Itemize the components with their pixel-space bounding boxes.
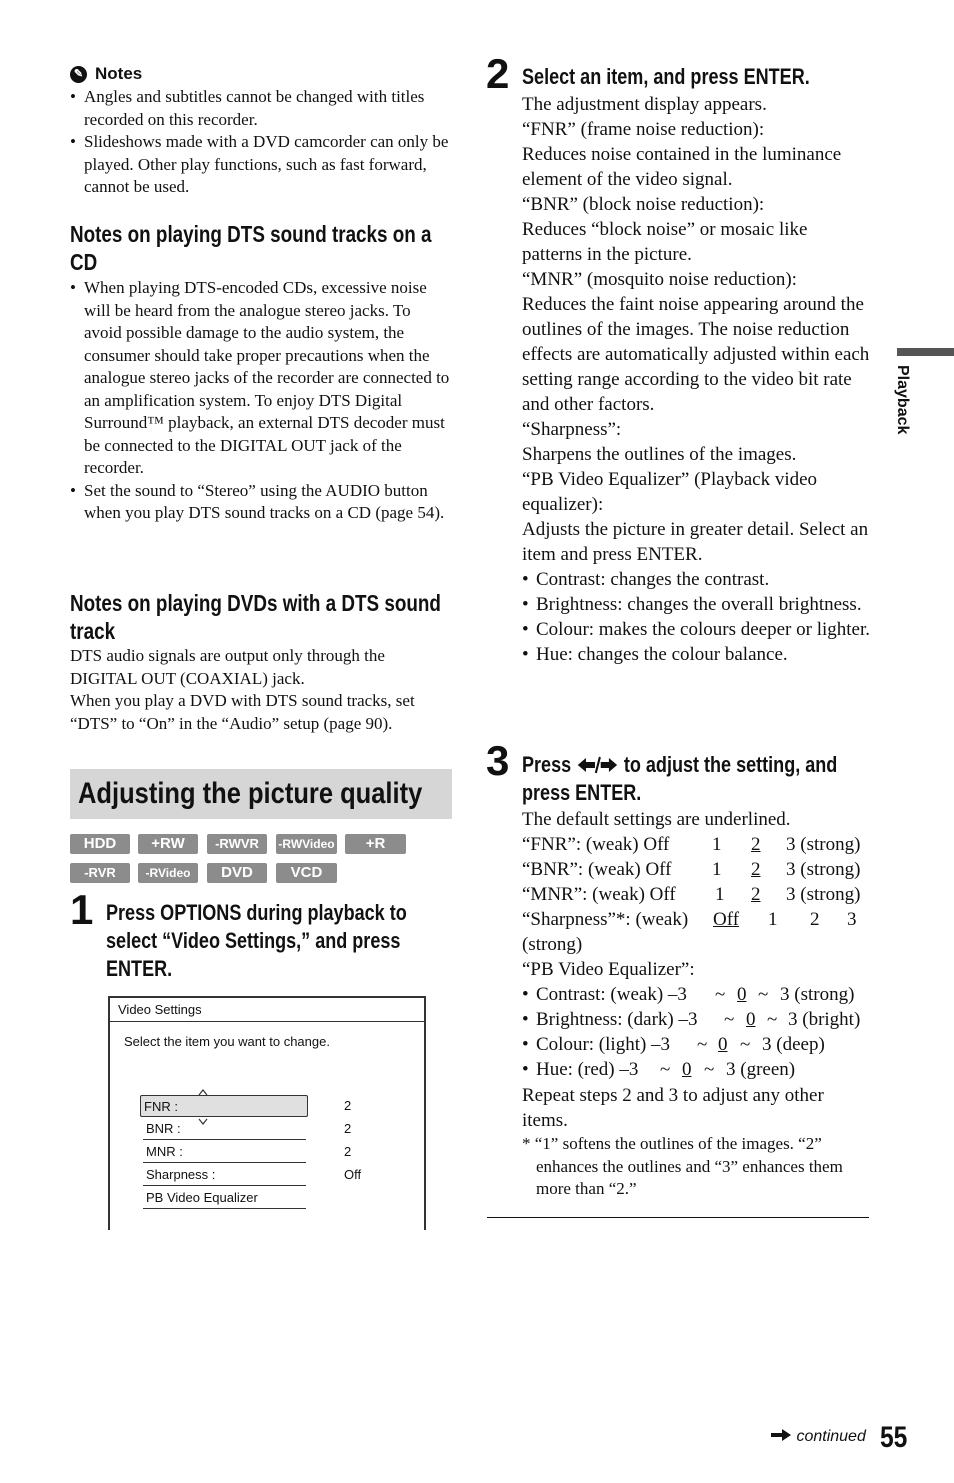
step-3-heading: Press to adjust the setting, and press ENTER. xyxy=(522,752,838,805)
footnote: * “1” softens the outlines of the images. “2” enhances the outlines and “3” enhances them more than “2.” xyxy=(522,1134,843,1198)
setting-item-fnr[interactable]: FNR : xyxy=(140,1095,308,1117)
video-settings-title: Video Settings xyxy=(118,1002,202,1017)
badge-plus-r: +R xyxy=(345,834,406,854)
dts-dvd-heading: Notes on playing DVDs with a DTS sound track xyxy=(70,590,441,644)
step-3-body xyxy=(522,807,872,1082)
list-item: • Colour: makes the colours deeper or lighter. xyxy=(522,617,872,642)
sharpness-strong: (strong) xyxy=(522,934,583,955)
left-right-arrow-icon xyxy=(576,756,619,774)
side-tab-bar xyxy=(897,348,954,356)
continued-label: continued xyxy=(770,1428,866,1446)
sharpness-row: “Sharpness”*: (weak) Off 1 2 3 xyxy=(522,909,857,930)
divider xyxy=(110,1021,424,1022)
setting-item-mnr[interactable]: MNR : xyxy=(143,1141,306,1163)
pb-label: “PB Video Equalizer”: xyxy=(522,959,695,980)
notes-title: Notes xyxy=(95,64,143,83)
step-1-text: Press OPTIONS during playback to select “Video Settings,” and press ENTER. xyxy=(106,900,407,981)
defaults-intro: The default settings are underlined. xyxy=(522,809,791,830)
dts-dvd-para-2: When you play a DVD with DTS sound tracks, set “DTS” to “On” in the “Audio” setup (page 90). xyxy=(70,691,415,733)
badge-rw-vr: -RWVR xyxy=(207,834,267,854)
step-2-heading: Select an item, and press ENTER. xyxy=(522,64,810,89)
video-settings-screen xyxy=(108,996,426,1230)
badge-plus-rw: +RW xyxy=(138,834,198,854)
step-2-body: The adjustment display appears. “FNR” (frame noise reduction): Reduces noise contained in the luminance element of the video signal. “BNR” (block noise reduction): Reduces “block noise” or mosaic like patterns in the picture. “MNR” (mosquito noise reduction): Reduces the faint noise appearing around the outlines of the images. The noise reduction effects are automatically adjusted within each setting range according to the video bit rate and other factors. “Sharpness”: Sharpens the outlines of the images. “PB Video Equalizer” (Playback video equalizer): Adjusts the picture in greater detail. Select an item and press ENTER. • Contrast: changes the contrast. • Brightness: changes the overall brightness. • Colour: makes the colours deeper or lighter. • Hue: changes the colour balance. xyxy=(522,92,872,667)
eq-row-brightness: • Brightness: (dark) –3 ~ 0 ~ 3 (bright) xyxy=(522,1009,861,1030)
setting-value-fnr: 2 xyxy=(344,1098,352,1113)
page-number: 55 xyxy=(880,1421,908,1454)
list-item: • Contrast: changes the contrast. xyxy=(522,567,872,592)
eq-row-hue: • Hue: (red) –3 ~ 0 ~ 3 (green) xyxy=(522,1059,796,1080)
step-1-number: 1 xyxy=(70,886,94,933)
badge-rw-video: -RWVideo xyxy=(276,834,337,854)
badge-r-vr: -RVR xyxy=(70,863,130,883)
list-item: • Hue: changes the colour balance. xyxy=(522,642,872,667)
list-item: • Brightness: changes the overall brightness. xyxy=(522,592,872,617)
badge-vcd: VCD xyxy=(276,863,337,883)
mnr-row: “MNR”: (weak) Off 1 2 3 (strong) xyxy=(522,884,861,905)
divider xyxy=(487,1217,869,1218)
arrow-right-icon xyxy=(770,1428,792,1442)
setting-value-sharpness: Off xyxy=(344,1167,362,1182)
badge-r-video: -RVideo xyxy=(138,863,198,883)
video-settings-prompt: Select the item you want to change. xyxy=(124,1034,330,1049)
list-item: • Angles and subtitles cannot be changed with titles recorded on this recorder. xyxy=(70,86,452,131)
setting-item-pb-video-equalizer[interactable]: PB Video Equalizer xyxy=(143,1187,306,1209)
repeat-instruction: Repeat steps 2 and 3 to adjust any other items. xyxy=(522,1085,824,1131)
equalizer-list xyxy=(522,567,872,667)
side-tab-label: Playback xyxy=(894,365,911,435)
badge-hdd: HDD xyxy=(70,834,130,854)
section-title: Adjusting the picture quality xyxy=(78,777,423,810)
bnr-row: “BNR”: (weak) Off 1 2 3 (strong) xyxy=(522,859,861,880)
setting-item-bnr[interactable]: BNR : xyxy=(143,1118,306,1140)
dts-cd-heading: Notes on playing DTS sound tracks on a CD xyxy=(70,221,432,275)
list-item: • When playing DTS-encoded CDs, excessive noise will be heard from the analogue stereo jacks. To avoid possible damage to the audio system, the consumer should take proper precautions when the analogue stereo jacks of the recorder are connected to an amplification system. To enjoy DTS Digital Surround™ playback, an external DTS decoder must be connected to the DIGITAL OUT jack of the recorder. xyxy=(70,277,452,480)
fnr-row: “FNR”: (weak) Off 1 2 3 (strong) xyxy=(522,834,861,855)
setting-value-bnr: 2 xyxy=(344,1121,352,1136)
eq-row-contrast: • Contrast: (weak) –3 ~ 0 ~ 3 (strong) xyxy=(522,984,855,1005)
eq-row-colour: • Colour: (light) –3 ~ 0 ~ 3 (deep) xyxy=(522,1034,825,1055)
step-3-number: 3 xyxy=(486,737,510,784)
setting-item-sharpness[interactable]: Sharpness : xyxy=(143,1164,306,1186)
dts-cd-list xyxy=(70,277,452,525)
dts-dvd-para-1: DTS audio signals are output only through the DIGITAL OUT (COAXIAL) jack. xyxy=(70,646,385,688)
step-2-number: 2 xyxy=(486,50,510,97)
note-icon: ✎ xyxy=(70,66,87,83)
list-item: • Slideshows made with a DVD camcorder can only be played. Other play functions, such as fast forward, cannot be used. xyxy=(70,131,452,199)
list-item: • Set the sound to “Stereo” using the AUDIO button when you play DTS sound tracks on a CD (page 54). xyxy=(70,480,452,525)
setting-value-mnr: 2 xyxy=(344,1144,352,1159)
notes-heading xyxy=(70,64,142,84)
notes-list xyxy=(70,86,452,199)
badge-dvd: DVD xyxy=(207,863,267,883)
